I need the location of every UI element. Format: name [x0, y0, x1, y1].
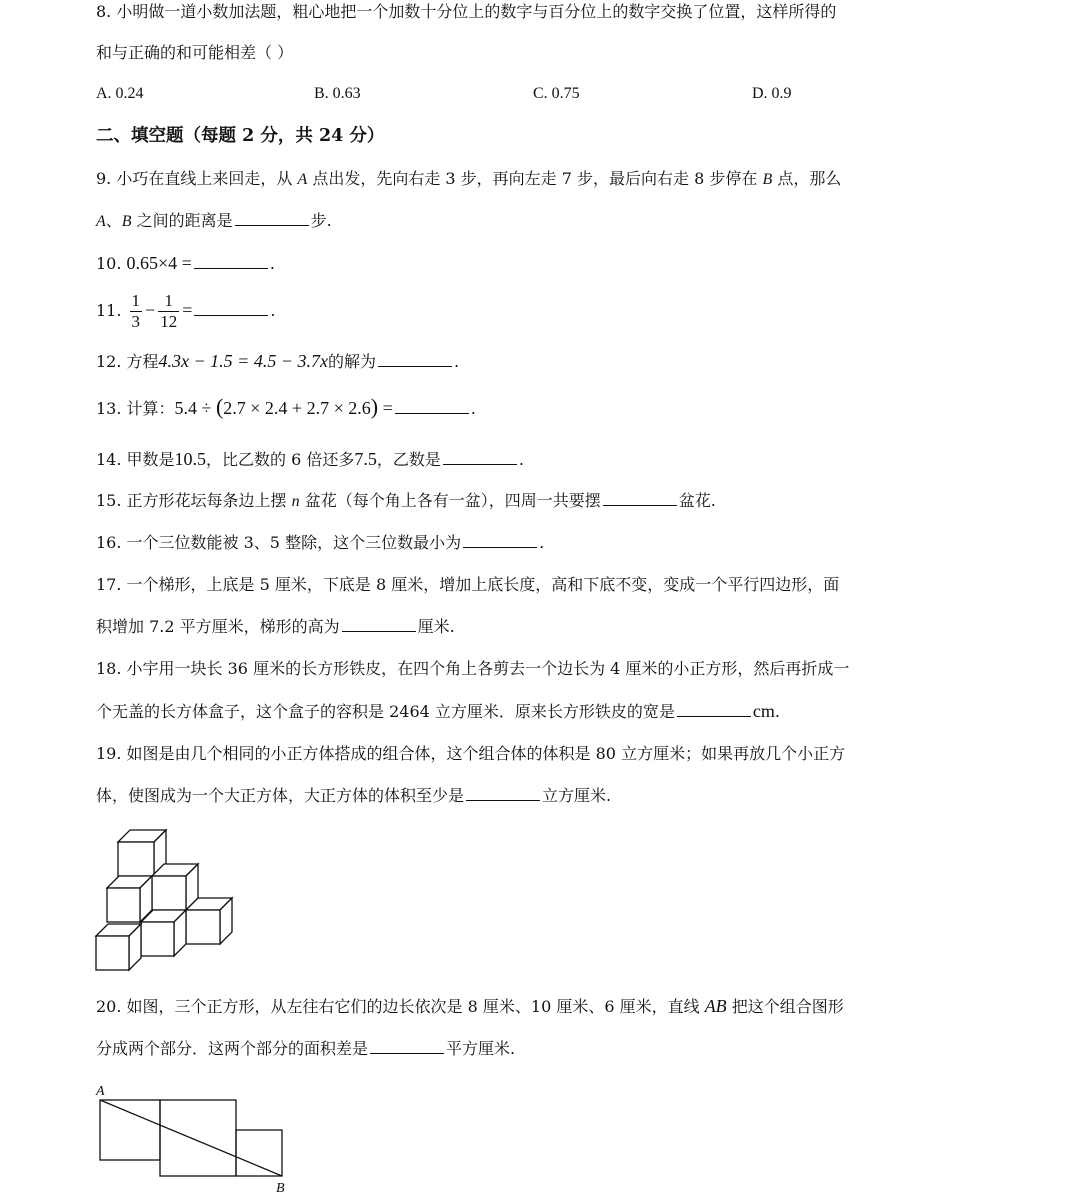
q13-right-paren: )	[370, 394, 379, 419]
q20-end: 平方厘米.	[446, 1039, 516, 1058]
q15-variable-n: n	[291, 493, 300, 510]
q10-line	[96, 252, 275, 275]
q9-text-b: 点出发，先向右走 3 步，再向左走 7 步，最后向右走 8 步停在	[307, 169, 763, 188]
q11-num: 11.	[96, 301, 127, 320]
q9-point-a: A	[297, 171, 308, 188]
q13-equals: =	[378, 398, 393, 418]
q13-expr1: 5.4 ÷	[174, 398, 216, 418]
q20-line-ab: AB	[704, 996, 727, 1016]
q14-value1: 10.5	[174, 449, 207, 469]
q9-l2-end: 步.	[310, 211, 332, 230]
q19-text: 体，使图成为一个大正方体，大正方体的体积至少是	[96, 786, 465, 805]
q11-end: .	[270, 301, 276, 320]
q14-post: ，乙数是	[376, 450, 441, 469]
q13-line	[96, 396, 476, 420]
q12-end: .	[453, 352, 460, 371]
q13-answer-blank[interactable]	[395, 398, 469, 414]
q11-minus: −	[145, 300, 156, 320]
q11-fraction-1	[130, 291, 143, 332]
q18-end: .	[774, 702, 780, 721]
q13-pre: 13. 计算：	[96, 399, 175, 418]
q19-line1: 19. 如图是由几个相同的小正方体搭成的组合体，这个组合体的体积是 80 立方厘米；如果再放几个小正方	[96, 744, 846, 763]
q8-line1: 8. 小明做一道小数加法题，粗心地把一个加数十分位上的数字与百分位上的数字交换了位置，这样所得的	[96, 2, 837, 21]
q14-end: .	[518, 450, 525, 469]
q13-left-paren: (	[215, 394, 224, 419]
q17-text: 积增加 7.2 平方厘米，梯形的高为	[96, 617, 340, 636]
q19-end: 立方厘米.	[542, 786, 612, 805]
q9-l2-b: B	[121, 213, 132, 230]
q11-frac2-num: 1	[158, 291, 179, 312]
q20-answer-blank[interactable]	[370, 1038, 444, 1054]
q20-text-b: 把这个组合图形	[726, 997, 844, 1016]
q16-answer-blank[interactable]	[463, 532, 537, 548]
q9-l2-text: 之间的距离是	[131, 211, 233, 230]
three-squares-figure	[90, 1080, 300, 1196]
q17-end: 厘米.	[417, 617, 455, 636]
line-ab	[100, 1100, 282, 1176]
q9-answer-blank[interactable]	[235, 210, 309, 226]
q11-line	[96, 288, 275, 333]
q11-frac2-den: 12	[160, 312, 178, 331]
q10-end: .	[269, 254, 275, 273]
q17-answer-blank[interactable]	[342, 616, 416, 632]
q12-post: 的解为	[327, 352, 376, 371]
q12-pre: 12. 方程	[96, 352, 159, 371]
q17-line2	[96, 616, 455, 638]
q9-l2-sep: 、	[105, 211, 122, 230]
q20-text: 分成两个部分．这两个部分的面积差是	[96, 1039, 369, 1058]
q10-expr: 0.65×4 =	[126, 253, 192, 273]
q15-line	[96, 490, 716, 513]
q15-answer-blank[interactable]	[603, 490, 677, 506]
q8-option-a: A. 0.24	[96, 85, 144, 102]
q12-equation: 4.3x − 1.5 = 4.5 − 3.7x	[158, 351, 328, 371]
q20-line2	[96, 1038, 515, 1060]
q10-answer-blank[interactable]	[194, 253, 268, 269]
q11-answer-blank[interactable]	[194, 300, 268, 316]
q14-value2: 7.5	[354, 449, 377, 469]
q10-num: 10.	[96, 254, 127, 273]
q14-line	[96, 448, 524, 471]
q11-frac1-den: 3	[131, 312, 141, 331]
q15-post: 盆花（每个角上各有一盆），四周一共要摆	[299, 491, 601, 510]
q19-line2	[96, 785, 611, 807]
square-small-left	[100, 1100, 160, 1160]
q19-answer-blank[interactable]	[466, 785, 540, 801]
q11-frac1-num: 1	[131, 291, 141, 310]
q8-option-c: C. 0.75	[533, 85, 580, 102]
q17-line1: 17. 一个梯形，上底是 5 厘米，下底是 8 厘米，增加上底长度，高和下底不变，变成一个平行四边形，面	[96, 575, 840, 594]
square-small-right	[236, 1130, 282, 1176]
q11-equals: =	[182, 300, 193, 320]
q9-text-a: 9. 小巧在直线上来回走，从	[96, 169, 298, 188]
q20-text-a: 20. 如图，三个正方形，从左往右它们的边长依次是 8 厘米、10 厘米、6 厘米，直线	[96, 997, 705, 1016]
q14-answer-blank[interactable]	[443, 449, 517, 465]
cube-row2-front	[107, 876, 152, 922]
q12-line	[96, 350, 459, 373]
q16-text: 16. 一个三位数能被 3、5 整除，这个三位数最小为	[96, 533, 462, 552]
cube-row2-back	[152, 864, 198, 910]
q9-l2-a: A	[96, 213, 106, 230]
q18-text: 个无盖的长方体盒子，这个盒子的容积是 2464 立方厘米．原来长方形铁皮的宽是	[96, 702, 675, 721]
section-heading: 二、填空题（每题 2 分，共 24 分）	[96, 126, 385, 146]
q16-end: .	[539, 533, 545, 552]
q9-line2	[96, 210, 332, 233]
q8-line2: 和与正确的和可能相差（ ）	[96, 43, 294, 62]
cube-stack-figure	[90, 824, 240, 976]
q14-pre: 14. 甲数是	[96, 450, 175, 469]
q18-answer-blank[interactable]	[677, 701, 751, 717]
q13-end: .	[470, 399, 476, 418]
q18-unit: cm	[752, 701, 775, 721]
cube-row3-right	[186, 898, 232, 944]
q8-option-d: D. 0.9	[752, 85, 792, 102]
square-large-middle	[160, 1100, 236, 1176]
q8-option-b: B. 0.63	[314, 85, 361, 102]
cube-row4-left	[96, 924, 141, 970]
q15-pre: 15. 正方形花坛每条边上摆	[96, 491, 292, 510]
q15-end: 盆花.	[678, 491, 716, 510]
q9-point-b: B	[762, 171, 773, 188]
q9-line1	[96, 168, 841, 191]
cube-row3-middle	[141, 910, 186, 956]
q11-fraction-2	[158, 291, 179, 332]
q13-expr2: 2.7 × 2.4 + 2.7 × 2.6	[223, 398, 371, 418]
q9-text-c: 点，那么	[772, 169, 842, 188]
label-b: B	[276, 1181, 285, 1196]
q20-line1	[96, 995, 844, 1018]
q14-mid: ，比乙数的 6 倍还多	[206, 450, 355, 469]
q12-answer-blank[interactable]	[378, 351, 452, 367]
q18-line1: 18. 小宇用一块长 36 厘米的长方形铁皮，在四个角上各剪去一个边长为 4 厘米的小正方形，然后再折成一	[96, 659, 850, 678]
label-a: A	[96, 1084, 105, 1099]
q18-line2	[96, 700, 780, 723]
q16-line	[96, 532, 544, 554]
